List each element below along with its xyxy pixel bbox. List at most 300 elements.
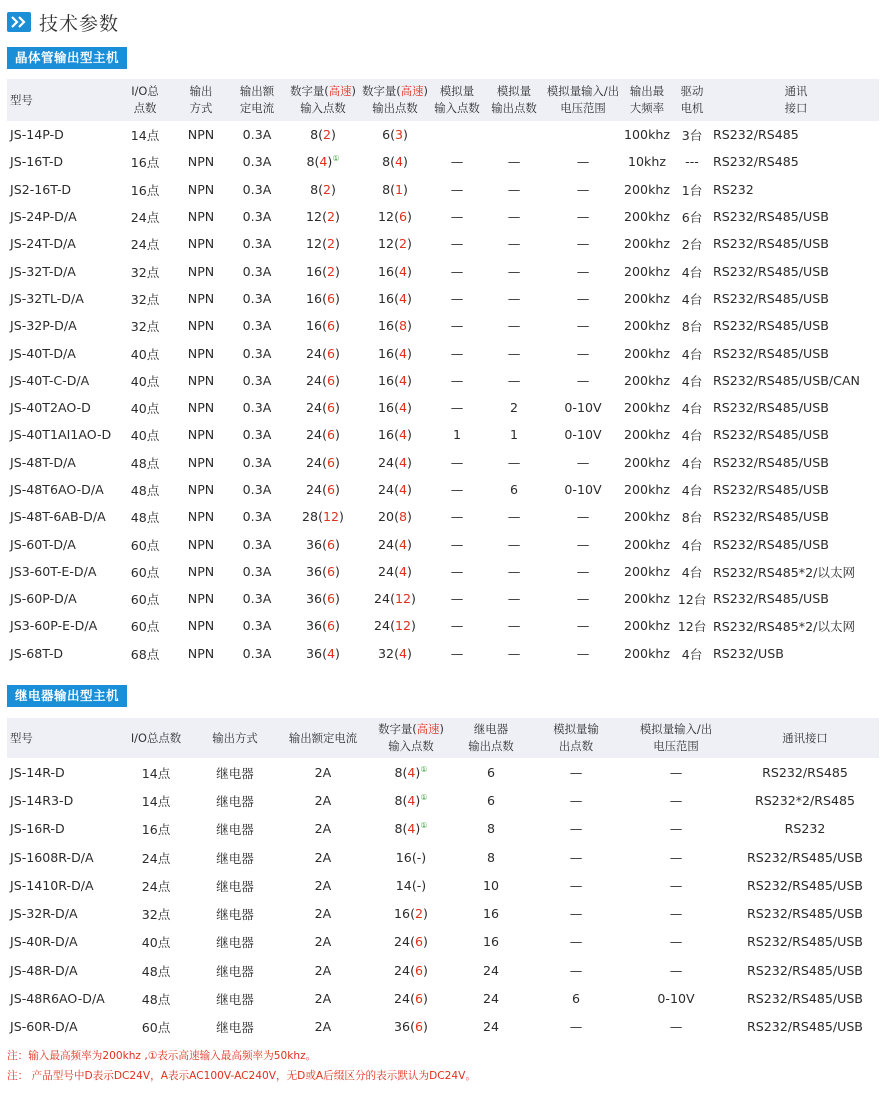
relay-cell: 继电器 — [216, 850, 254, 866]
transistor-cell: — — [450, 400, 464, 416]
transistor-cell: RS232/RS485/USB/CAN — [713, 372, 860, 388]
relay-cell: 24(6) — [394, 962, 428, 978]
transistor-header-col-3: 输出额 定电流 — [229, 79, 285, 121]
relay-cell: 24 — [482, 1019, 500, 1035]
transistor-cell: JS-48T6AO-D/A — [10, 482, 104, 497]
transistor-table-row — [7, 285, 879, 312]
relay-cell: JS-60R-D/A — [10, 1019, 78, 1035]
transistor-cell: 24(4) — [378, 454, 412, 470]
transistor-cell: — — [450, 482, 464, 497]
transistor-cell: 12台 — [677, 619, 707, 635]
transistor-cell: 200khz — [624, 181, 670, 197]
transistor-cell: — — [507, 345, 521, 361]
transistor-cell: 0.3A — [242, 154, 272, 170]
section-badge-relay: 继电器输出型主机 — [7, 685, 127, 707]
transistor-cell: RS232/RS485/USB — [713, 591, 829, 607]
relay-cell: 继电器 — [216, 992, 254, 1008]
transistor-cell: 12(2) — [378, 236, 412, 252]
transistor-cell: NPN — [187, 509, 215, 525]
relay-cell: — — [569, 906, 583, 922]
transistor-table-row — [7, 449, 879, 476]
relay-table-row — [7, 871, 879, 899]
relay-cell: 2A — [314, 821, 332, 837]
transistor-cell: 24(6) — [306, 427, 340, 443]
transistor-cell: 60点 — [130, 537, 160, 553]
transistor-table-row — [7, 476, 879, 503]
transistor-cell: — — [576, 154, 590, 170]
transistor-cell: 0.3A — [242, 591, 272, 607]
relay-cell: JS-48R6AO-D/A — [10, 991, 105, 1007]
relay-cell: — — [569, 764, 583, 780]
transistor-table-row — [7, 257, 879, 284]
transistor-cell: — — [507, 181, 521, 197]
transistor-header-col-4: 数字量(高速) 输入点数 — [285, 79, 361, 121]
transistor-cell: 60点 — [130, 619, 160, 635]
transistor-cell: JS3-60T-E-D/A — [10, 563, 97, 579]
transistor-cell: 200khz — [624, 209, 670, 225]
transistor-cell: 24(6) — [306, 345, 340, 361]
transistor-cell: — — [507, 318, 521, 334]
relay-cell: 2A — [314, 764, 332, 780]
relay-cell: RS232/RS485/USB — [747, 962, 863, 978]
transistor-table-row — [7, 367, 879, 394]
page-title: 技术参数 — [39, 12, 120, 35]
transistor-cell: JS-24T-D/A — [10, 236, 76, 252]
transistor-cell: 4台 — [681, 291, 703, 307]
transistor-cell: — — [507, 618, 521, 634]
transistor-cell: RS232/RS485/USB — [713, 345, 829, 361]
transistor-cell — [543, 121, 623, 148]
relay-cell: — — [669, 962, 683, 978]
relay-cell: 48点 — [141, 963, 171, 979]
transistor-cell: 8(1) — [382, 181, 408, 197]
relay-cell: RS232/RS485/USB — [747, 1019, 863, 1035]
transistor-cell: — — [507, 154, 521, 170]
transistor-cell: 68点 — [130, 646, 160, 662]
relay-cell: — — [669, 792, 683, 808]
transistor-cell: JS-14P-D — [10, 127, 64, 143]
relay-header-col-0: 型号 — [7, 718, 117, 758]
transistor-header-col-10: 驱动 电机 — [671, 79, 713, 121]
transistor-cell: 0.3A — [242, 509, 272, 525]
relay-cell: 24 — [482, 962, 500, 978]
transistor-cell: 36(6) — [306, 563, 340, 579]
double-chevron-right-icon — [7, 12, 31, 32]
transistor-cell: 24(4) — [378, 536, 412, 552]
relay-cell: 32点 — [141, 907, 171, 923]
relay-cell: 24点 — [141, 878, 171, 894]
transistor-cell: 0.3A — [242, 290, 272, 306]
transistor-cell: RS232/RS485/USB — [713, 427, 829, 443]
transistor-cell: — — [450, 345, 464, 361]
transistor-cell: — — [507, 509, 521, 525]
relay-cell: 8(4)① — [394, 764, 428, 780]
relay-cell: 2A — [314, 849, 332, 865]
transistor-cell: — — [450, 618, 464, 634]
transistor-cell — [429, 121, 485, 148]
relay-header-col-7: 模拟量输入/出 电压范围 — [621, 718, 731, 758]
transistor-cell: — — [450, 181, 464, 197]
transistor-header-col-6: 模拟量 输入点数 — [429, 79, 485, 121]
transistor-header-col-8: 模拟量输入/出 电压范围 — [543, 79, 623, 121]
relay-cell: 10 — [482, 877, 500, 893]
transistor-cell: JS-48T-D/A — [10, 454, 76, 470]
transistor-cell: 20(8) — [378, 509, 412, 525]
relay-cell: — — [569, 1019, 583, 1035]
relay-cell: 继电器 — [216, 765, 254, 781]
transistor-cell: JS-68T-D — [10, 645, 64, 661]
transistor-cell: 16(8) — [378, 318, 412, 334]
transistor-cell: --- — [685, 154, 699, 170]
transistor-cell: 4台 — [681, 264, 703, 280]
transistor-cell: JS3-60P-E-D/A — [10, 618, 98, 634]
transistor-cell: 0.3A — [242, 127, 272, 143]
transistor-cell: NPN — [187, 400, 215, 416]
transistor-table-row — [7, 339, 879, 366]
relay-cell: JS-48R-D/A — [10, 962, 78, 978]
transistor-cell: 0.3A — [242, 345, 272, 361]
transistor-cell: — — [507, 645, 521, 661]
relay-cell: RS232/RS485/USB — [747, 906, 863, 922]
transistor-cell: NPN — [187, 372, 215, 388]
transistor-cell: 200khz — [624, 263, 670, 279]
transistor-cell: — — [450, 290, 464, 306]
transistor-cell: 0.3A — [242, 645, 272, 661]
transistor-cell: 4台 — [681, 483, 703, 498]
transistor-cell: NPN — [187, 290, 215, 306]
transistor-table-row — [7, 530, 879, 557]
transistor-cell: 200khz — [624, 236, 670, 252]
transistor-cell: 4台 — [681, 428, 703, 444]
transistor-table-row — [7, 121, 879, 148]
transistor-header-col-0: 型号 — [7, 79, 117, 121]
transistor-cell: NPN — [187, 482, 215, 497]
transistor-header-col-9: 输出最 大频率 — [623, 79, 671, 121]
relay-cell: 6 — [486, 792, 495, 808]
relay-cell: JS-32R-D/A — [10, 906, 78, 922]
relay-cell: — — [569, 934, 583, 950]
relay-cell: JS-1410R-D/A — [10, 877, 94, 893]
relay-cell: 16(-) — [395, 849, 427, 865]
transistor-cell: 16(2) — [306, 263, 340, 279]
transistor-cell: RS232/RS485/USB — [713, 236, 829, 252]
transistor-cell: — — [450, 236, 464, 252]
transistor-cell: 32点 — [130, 291, 160, 307]
transistor-cell: 4台 — [681, 564, 703, 580]
transistor-cell: 1 — [509, 427, 518, 443]
transistor-cell: 4台 — [681, 373, 703, 389]
transistor-cell: 24(4) — [378, 482, 412, 497]
relay-cell: RS232 — [784, 821, 826, 837]
transistor-cell: — — [576, 509, 590, 525]
relay-table-row — [7, 843, 879, 871]
transistor-cell: — — [507, 236, 521, 252]
transistor-cell: — — [507, 536, 521, 552]
relay-cell: 继电器 — [216, 822, 254, 838]
transistor-cell: 0.3A — [242, 427, 272, 443]
relay-cell: RS232/RS485/USB — [747, 934, 863, 950]
transistor-cell: 0-10V — [564, 427, 602, 443]
transistor-cell: — — [576, 345, 590, 361]
transistor-cell: JS2-16T-D — [10, 181, 72, 197]
transistor-cell: 24(12) — [374, 591, 416, 607]
relay-cell: — — [669, 906, 683, 922]
relay-header-col-8: 通讯接口 — [731, 718, 879, 758]
transistor-cell: RS232/RS485/USB — [713, 263, 829, 279]
relay-header-col-5: 继电器 输出点数 — [451, 718, 531, 758]
transistor-cell: 8(2) — [310, 181, 336, 197]
transistor-cell: — — [576, 563, 590, 579]
transistor-cell: RS232/RS485/USB — [713, 290, 829, 306]
relay-spec-table — [7, 718, 879, 1041]
transistor-cell: 0-10V — [564, 400, 602, 416]
transistor-cell: 1台 — [681, 182, 703, 198]
transistor-cell: NPN — [187, 618, 215, 634]
transistor-header-col-11: 通讯 接口 — [713, 79, 879, 121]
relay-cell: RS232/RS485/USB — [747, 991, 863, 1007]
transistor-cell: 200khz — [624, 536, 670, 552]
transistor-cell: — — [507, 372, 521, 388]
transistor-cell: 0.3A — [242, 263, 272, 279]
transistor-cell: JS-32TL-D/A — [10, 290, 84, 306]
transistor-cell: 24(6) — [306, 372, 340, 388]
transistor-cell: 4台 — [681, 537, 703, 553]
relay-cell: 14点 — [141, 793, 171, 809]
transistor-cell: 2 — [509, 400, 518, 416]
transistor-cell: 16点 — [130, 155, 160, 171]
transistor-cell: 16(6) — [306, 290, 340, 306]
transistor-cell: — — [450, 154, 464, 170]
section-badge-transistor: 晶体管输出型主机 — [7, 47, 127, 69]
notes — [7, 1046, 476, 1086]
transistor-cell: 8(2) — [310, 127, 336, 143]
relay-header-col-2: 输出方式 — [195, 718, 275, 758]
transistor-cell: 0.3A — [242, 236, 272, 252]
transistor-cell: 24(6) — [306, 482, 340, 497]
transistor-cell: — — [450, 536, 464, 552]
transistor-cell: 24(6) — [306, 454, 340, 470]
transistor-cell: 24点 — [130, 210, 160, 226]
relay-cell: — — [569, 962, 583, 978]
transistor-cell: — — [576, 236, 590, 252]
transistor-cell: — — [576, 263, 590, 279]
transistor-cell: 16(4) — [378, 400, 412, 416]
transistor-cell: 200khz — [624, 400, 670, 416]
transistor-cell: 200khz — [624, 290, 670, 306]
relay-cell: 14点 — [141, 765, 171, 781]
transistor-cell: 10khz — [628, 154, 666, 170]
transistor-cell: — — [576, 372, 590, 388]
relay-cell: 48点 — [141, 992, 171, 1008]
transistor-cell: 60点 — [130, 592, 160, 608]
transistor-header-col-1: I/O总 点数 — [117, 79, 173, 121]
relay-cell: 继电器 — [216, 935, 254, 951]
transistor-cell: 28(12) — [302, 509, 344, 525]
relay-cell: 8 — [486, 849, 495, 865]
transistor-cell: NPN — [187, 236, 215, 252]
transistor-table-row — [7, 640, 879, 667]
transistor-cell: JS-60T-D/A — [10, 536, 76, 552]
relay-cell: 2A — [314, 1019, 332, 1035]
transistor-cell: — — [507, 591, 521, 607]
relay-cell: RS232*2/RS485 — [754, 792, 856, 808]
relay-cell: 继电器 — [216, 907, 254, 923]
relay-cell: 14(-) — [395, 877, 427, 893]
transistor-cell: — — [450, 645, 464, 661]
transistor-cell: JS-40T-D/A — [10, 345, 76, 361]
relay-cell: 2A — [314, 991, 332, 1007]
transistor-cell: — — [450, 318, 464, 334]
transistor-cell: 12台 — [677, 592, 707, 608]
transistor-cell: 16(4) — [378, 372, 412, 388]
note-frequency: 注：输入最高频率为200khz ,①表示高速输入最高频率为50khz。 — [7, 1050, 317, 1062]
relay-cell: 0-10V — [657, 991, 695, 1007]
transistor-cell: 200khz — [624, 618, 670, 634]
transistor-cell: 6(3) — [382, 127, 408, 143]
relay-cell: JS-14R3-D — [10, 792, 74, 808]
transistor-cell: — — [507, 209, 521, 225]
transistor-cell: 200khz — [624, 318, 670, 334]
transistor-cell: 36(6) — [306, 591, 340, 607]
transistor-cell: RS232/RS485 — [713, 127, 799, 143]
relay-cell: 24(6) — [394, 934, 428, 950]
transistor-cell: 8台 — [681, 510, 703, 526]
relay-cell: RS232/RS485/USB — [747, 849, 863, 865]
relay-cell: 16点 — [141, 822, 171, 838]
transistor-cell: 0-10V — [564, 482, 602, 497]
transistor-cell: 3台 — [681, 128, 703, 144]
transistor-cell: — — [507, 290, 521, 306]
transistor-cell: 16(6) — [306, 318, 340, 334]
transistor-table-row — [7, 312, 879, 339]
relay-cell: 2A — [314, 962, 332, 978]
transistor-cell: RS232/RS485/USB — [713, 209, 829, 225]
relay-cell: — — [669, 877, 683, 893]
transistor-cell: RS232/RS485/USB — [713, 509, 829, 525]
transistor-cell: NPN — [187, 591, 215, 607]
transistor-cell: NPN — [187, 645, 215, 661]
transistor-cell: — — [450, 263, 464, 279]
transistor-cell: NPN — [187, 563, 215, 579]
transistor-cell: RS232/RS485/USB — [713, 318, 829, 334]
transistor-cell: 100khz — [624, 127, 670, 143]
transistor-cell: RS232/RS485*2/以太网 — [713, 619, 856, 635]
transistor-table-row — [7, 558, 879, 585]
transistor-cell: RS232/RS485*2/以太网 — [713, 564, 856, 580]
transistor-table-row — [7, 421, 879, 448]
relay-table-row — [7, 984, 879, 1012]
transistor-cell: — — [450, 509, 464, 525]
transistor-cell: 8(4) — [382, 154, 408, 170]
transistor-cell: JS-60P-D/A — [10, 591, 77, 607]
relay-cell: — — [569, 849, 583, 865]
transistor-table-row — [7, 585, 879, 612]
transistor-cell: — — [450, 454, 464, 470]
transistor-header-col-5: 数字量(高速) 输出点数 — [361, 79, 429, 121]
relay-cell: 16 — [482, 934, 500, 950]
transistor-cell: — — [576, 536, 590, 552]
transistor-cell: NPN — [187, 263, 215, 279]
relay-cell: — — [669, 821, 683, 837]
transistor-cell: 200khz — [624, 345, 670, 361]
transistor-cell: 32点 — [130, 264, 160, 280]
transistor-table-row — [7, 176, 879, 203]
transistor-cell: 0.3A — [242, 318, 272, 334]
transistor-cell: 6台 — [681, 210, 703, 226]
relay-cell: 24 — [482, 991, 500, 1007]
transistor-cell: 36(6) — [306, 536, 340, 552]
transistor-cell: 40点 — [130, 373, 160, 389]
transistor-spec-table — [7, 79, 879, 667]
relay-cell: 2A — [314, 934, 332, 950]
relay-cell: JS-40R-D/A — [10, 934, 78, 950]
transistor-cell: JS-32T-D/A — [10, 263, 76, 279]
transistor-cell: 16(4) — [378, 263, 412, 279]
relay-cell: — — [569, 821, 583, 837]
transistor-cell: 32点 — [130, 319, 160, 335]
relay-table-row — [7, 899, 879, 927]
relay-table-row — [7, 815, 879, 843]
relay-cell: 24(6) — [394, 991, 428, 1007]
transistor-cell: 0.3A — [242, 454, 272, 470]
transistor-cell: 36(4) — [306, 645, 340, 661]
note-voltage: 注： 产品型号中D表示DC24V，A表示AC100V-AC240V，无D或A后缀区分的表示默认为DC24V。 — [7, 1070, 476, 1082]
transistor-cell: 6 — [509, 482, 518, 497]
relay-header-col-3: 输出额定电流 — [275, 718, 371, 758]
relay-table-row — [7, 1013, 879, 1041]
transistor-cell: RS232/USB — [713, 645, 784, 661]
relay-cell: RS232/RS485 — [762, 764, 848, 780]
relay-cell: 继电器 — [216, 793, 254, 809]
relay-table-row — [7, 758, 879, 786]
relay-table-row — [7, 956, 879, 984]
transistor-cell: NPN — [187, 181, 215, 197]
relay-cell: 8 — [486, 821, 495, 837]
transistor-cell: 48点 — [130, 510, 160, 526]
relay-cell: JS-1608R-D/A — [10, 849, 94, 865]
relay-cell: 继电器 — [216, 1020, 254, 1036]
transistor-cell: — — [507, 454, 521, 470]
transistor-cell: 200khz — [624, 645, 670, 661]
transistor-cell: — — [576, 454, 590, 470]
transistor-cell: — — [576, 591, 590, 607]
transistor-cell: 40点 — [130, 401, 160, 417]
title-row — [7, 9, 119, 35]
transistor-cell: 24(6) — [306, 400, 340, 416]
transistor-cell: 4台 — [681, 346, 703, 362]
transistor-cell: JS-16T-D — [10, 154, 64, 170]
relay-header-col-1: I/O总点数 — [117, 718, 195, 758]
transistor-cell: JS-32P-D/A — [10, 318, 77, 334]
transistor-cell: 16点 — [130, 182, 160, 198]
transistor-cell: 40点 — [130, 428, 160, 444]
relay-cell: 36(6) — [394, 1019, 428, 1035]
transistor-cell: 16(4) — [378, 427, 412, 443]
transistor-cell: — — [576, 318, 590, 334]
transistor-table-row — [7, 203, 879, 230]
transistor-cell: 4台 — [681, 646, 703, 662]
transistor-cell: NPN — [187, 154, 215, 170]
transistor-cell: RS232/RS485/USB — [713, 536, 829, 552]
relay-cell: JS-14R-D — [10, 764, 65, 780]
transistor-cell — [485, 121, 543, 148]
transistor-cell: — — [576, 209, 590, 225]
transistor-cell: 1 — [452, 427, 461, 443]
transistor-cell: NPN — [187, 127, 215, 143]
transistor-cell: 32(4) — [378, 645, 412, 661]
transistor-cell: JS-48T-6AB-D/A — [10, 509, 106, 525]
relay-cell: — — [669, 1019, 683, 1035]
